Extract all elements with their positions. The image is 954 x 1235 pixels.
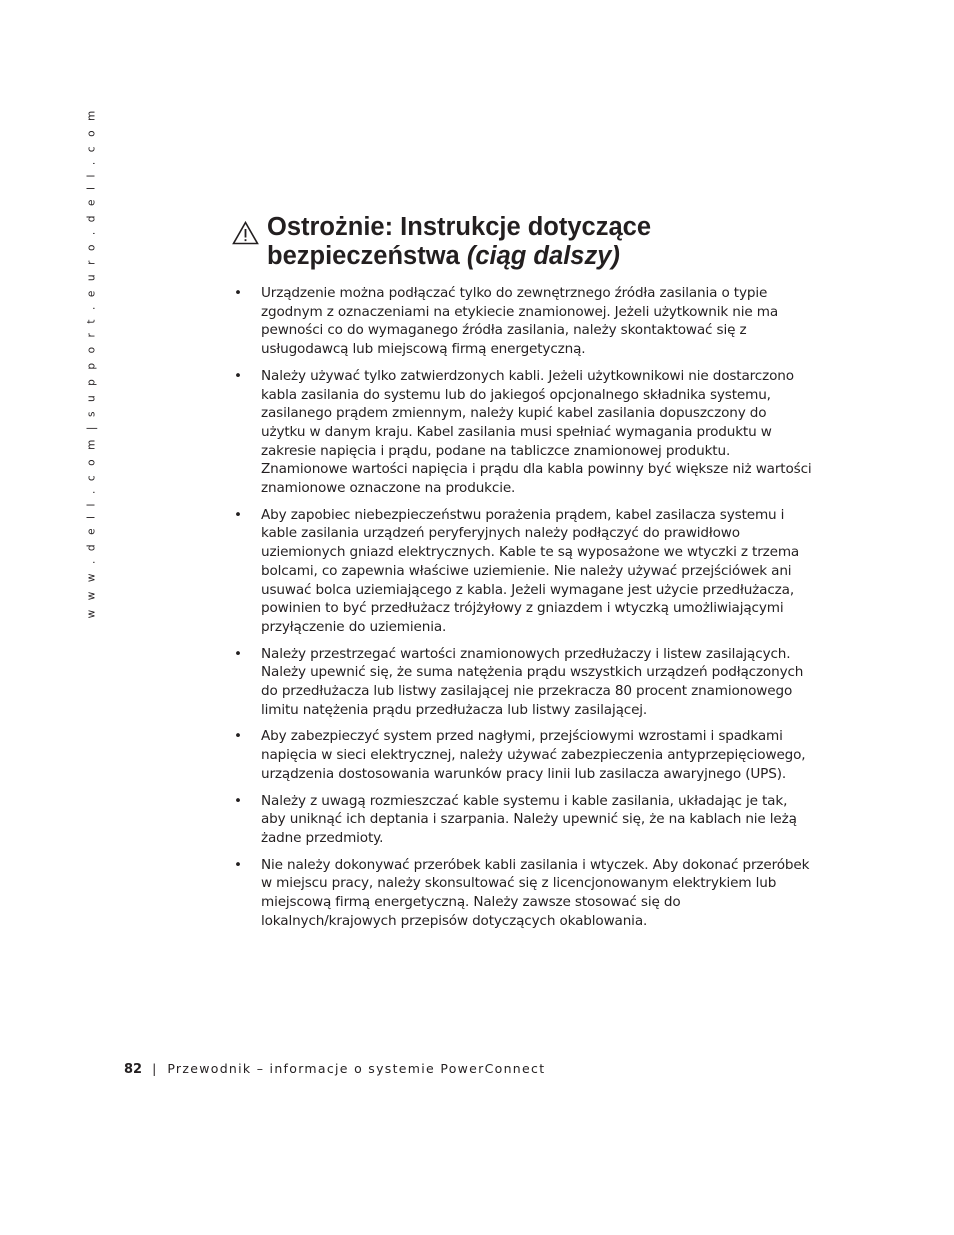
bullet-marker: • xyxy=(234,367,242,384)
list-item xyxy=(232,506,812,637)
page-number: 82 xyxy=(124,1062,143,1077)
page-footer xyxy=(124,1061,545,1077)
list-item-text: Należy przestrzegać wartości znamionowych przedłużaczy i listew zasilających. Należy upewnić się, że suma natężenia prądu wszystkich urządzeń podłączonych do przedłużacza lub listwy zasilającej nie przekracza 80 procent znamionowego limitu natężenia prądu przedłużacza lub listwy zasilającej. xyxy=(261,645,804,718)
footer-separator: | xyxy=(152,1061,157,1076)
list-item xyxy=(232,856,812,931)
bullet-marker: • xyxy=(234,856,242,873)
bullet-marker: • xyxy=(234,645,242,662)
side-url-banner xyxy=(81,107,101,619)
heading-continued-label: (ciąg dalszy) xyxy=(466,242,620,270)
warning-triangle-icon xyxy=(232,221,259,245)
list-item-text: Nie należy dokonywać przeróbek kabli zasilania i wtyczek. Aby dokonać przeróbek w miejscu pracy, należy skonsultować się z licencjonowanym elektrykiem lub miejscową firmą energetyczną. Należy zawsze stosować się do lokalnych/krajowych przepisów dotyczących okablowania. xyxy=(261,856,810,929)
safety-bullet-list xyxy=(232,284,812,939)
list-item-text: Aby zapobiec niebezpieczeństwu porażenia prądem, kabel zasilacza systemu i kable zasilania urządzeń peryferyjnych należy podłączyć do prawidłowo uziemionych gniazd elektrycznych. Kable te są wyposażone we wtyczki z trzema bolcami, co zapewnia właściwe uziemienie. Nie należy używać przejściówek ani usuwać bolca uziemiającego z kabla. Jeżeli wymagane jest użycie przedłużacza, powinien to być przedłużacz trójżyłowy z gniazdem i wtyczką umożliwiającymi przyłączenie do uziemienia. xyxy=(261,506,800,635)
list-item xyxy=(232,645,812,720)
list-item-text: Urządzenie można podłączać tylko do zewnętrznego źródła zasilania o typie zgodnym z oznaczeniami na etykiecie znamionowej. Jeżeli użytkownik nie ma pewności co do wymaganego źródła zasilania, należy skontaktować się z usługodawcą lub miejscową firmą energetyczną. xyxy=(261,285,779,358)
bullet-marker: • xyxy=(234,728,242,745)
bullet-marker: • xyxy=(234,506,242,523)
list-item xyxy=(232,367,812,498)
list-item xyxy=(232,727,812,783)
side-url-text: w w w . d e l l . c o m | s u p p o r t . e u r o . d e l l . c o m xyxy=(85,107,97,619)
list-item-text: Należy z uwagą rozmieszczać kable systemu i kable zasilania, układając je tak, aby uniknąć ich deptania i szarpania. Należy upewnić się, że na kablach nie leżą żadne przedmioty. xyxy=(261,792,797,846)
list-item-text: Należy używać tylko zatwierdzonych kabli. Jeżeli użytkownikowi nie dostarczono kabla zasilania do systemu lub do jakiegoś opcjonalnego składnika systemu, zasilanego prądem zmiennym, należy kupić kabel zasilania dopuszczony do użytku w danym kraju. Kabel zasilania musi spełniać wymagania produktu w zakresie napięcia i prądu, podane na tabliczce znamionowej produktu. Znamionowe wartości napięcia i prądu dla kabla powinny być większe niż wartości znamionowe oznaczone na produkcie. xyxy=(261,367,812,497)
bullet-marker: • xyxy=(234,285,242,301)
heading-main-text: bezpieczeństwa xyxy=(267,242,467,270)
heading-line-1: Ostrożnie: Instrukcje dotyczące xyxy=(267,213,652,241)
bullet-marker: • xyxy=(234,792,242,809)
list-item xyxy=(232,792,812,848)
list-item-text: Aby zabezpieczyć system przed nagłymi, przejściowymi wzrostami i spadkami napięcia w sieci elektrycznej, należy używać zabezpieczenia antyprzepięciowego, urządzenia dostosowania warunków pracy linii lub zasilacza awaryjnego (UPS). xyxy=(261,728,806,782)
footer-title: Przewodnik – informacje o systemie PowerConnect xyxy=(167,1061,546,1076)
section-heading xyxy=(232,213,832,271)
list-item xyxy=(232,284,812,359)
heading-line-2 xyxy=(267,242,832,271)
